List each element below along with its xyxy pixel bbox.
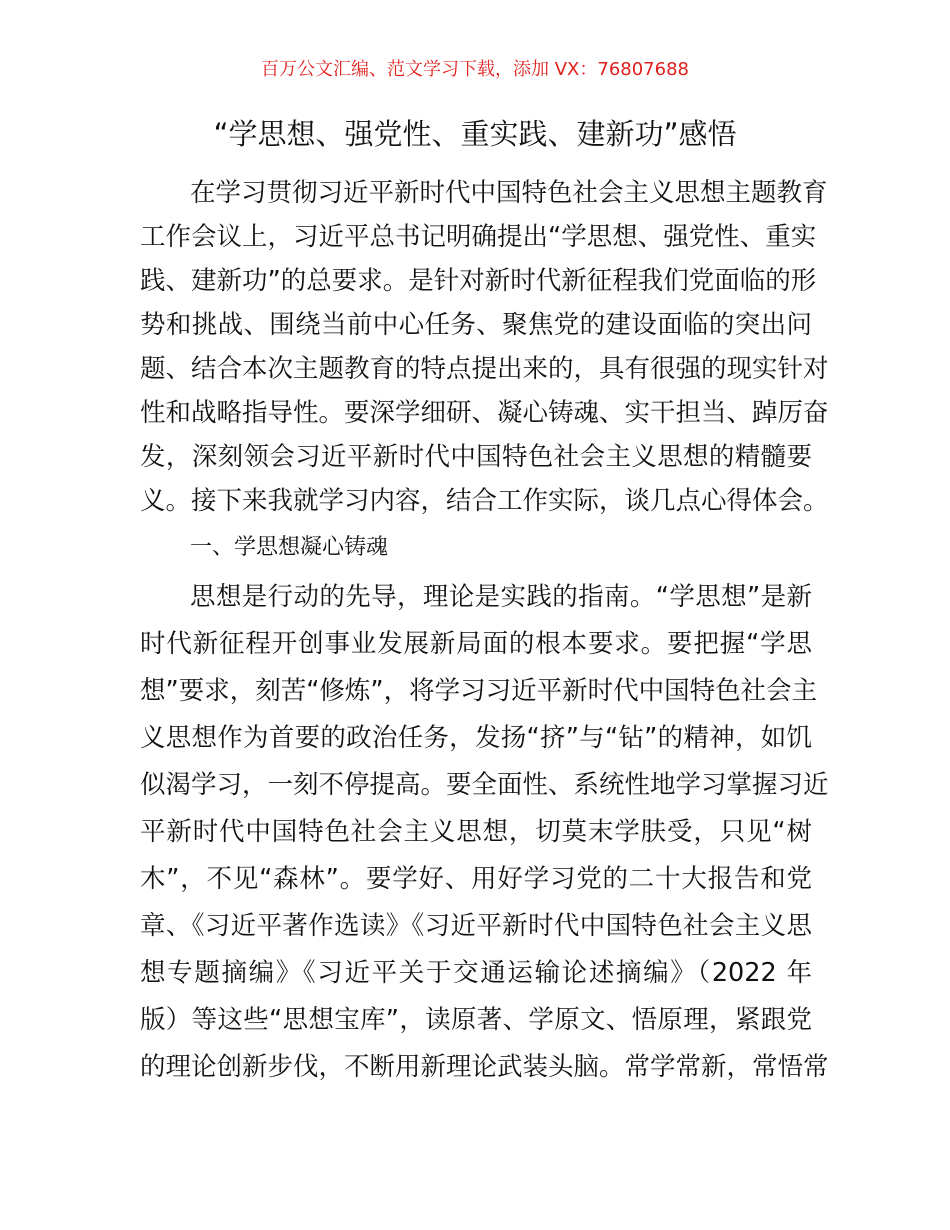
text-line: 工作会议上，习近平总书记明确提出“学思想、强党性、重实 xyxy=(140,222,817,252)
document-title: “学思想、强党性、重实践、建新功”感悟 xyxy=(213,117,737,151)
text-line: 思想是行动的先导，理论是实践的指南。“学思想”是新 xyxy=(190,582,812,612)
text-line: 义思想作为首要的政治任务，发扬“挤”与“钻”的精神，如饥 xyxy=(140,723,812,753)
paragraph-section1 xyxy=(140,574,829,1091)
paragraph-intro xyxy=(140,171,829,523)
text-line: 平新时代中国特色社会主义思想，切莫末学肤受，只见“树 xyxy=(140,817,812,847)
text-line: 时代新征程开创事业发展新局面的根本要求。要把握“学思 xyxy=(140,629,812,659)
text-line: 似渴学习，一刻不停提高。要全面性、系统性地学习掌握习近 xyxy=(140,770,829,800)
text-line: 发，深刻领会习近平新时代中国特色社会主义思想的精髓要 xyxy=(140,442,812,472)
text-line: 义。接下来我就学习内容，结合工作实际，谈几点心得体会。 xyxy=(140,486,829,516)
text-line: 题、结合本次主题教育的特点提出来的，具有很强的现实针对 xyxy=(140,354,829,384)
text-line: 想专题摘编》《习近平关于交通运输论述摘编》（2022 年 xyxy=(140,958,812,988)
text-line: 木”，不见“森林”。要学好、用好学习党的二十大报告和党 xyxy=(140,864,812,894)
section-heading: 一、学思想凝心铸魂 xyxy=(190,535,389,560)
text-line: 在学习贯彻习近平新时代中国特色社会主义思想主题教育 xyxy=(190,178,828,208)
text-line: 版）等这些“思想宝库”，读原著、学原文、悟原理，紧跟党 xyxy=(140,1005,812,1035)
text-line: 势和挑战、围绕当前中心任务、聚焦党的建设面临的突出问 xyxy=(140,310,812,340)
text-line: 的理论创新步伐，不断用新理论武装头脑。常学常新，常悟常 xyxy=(140,1052,829,1082)
watermark-header: 百万公文汇编、范文学习下载，添加 VX：76807688 xyxy=(261,59,689,80)
text-line: 践、建新功”的总要求。是针对新时代新征程我们党面临的形 xyxy=(140,266,817,296)
text-line: 想”要求，刻苦“修炼”，将学习习近平新时代中国特色社会主 xyxy=(140,676,818,706)
text-line: 章、《习近平著作选读》《习近平新时代中国特色社会主义思 xyxy=(140,911,812,941)
text-line: 性和战略指导性。要深学细研、凝心铸魂、实干担当、踔厉奋 xyxy=(140,398,829,428)
